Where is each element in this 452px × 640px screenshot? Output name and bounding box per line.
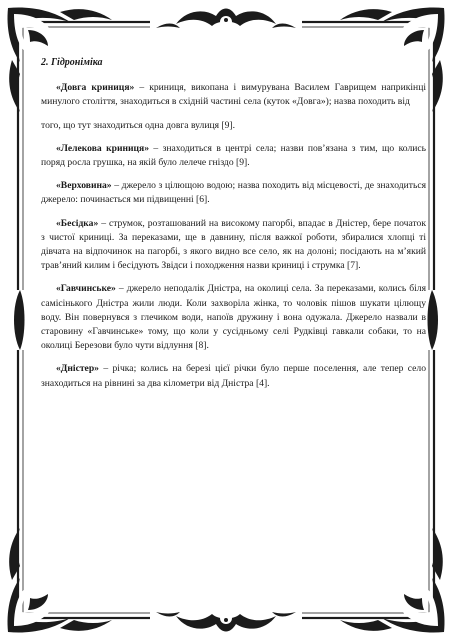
paragraph-havchynske	[41, 282, 426, 353]
paragraph-besidka	[41, 217, 426, 274]
paragraph-text: – джерело з цілющою водою; назва походить від місцевості, де знаходиться джерело: починається ми підвищенні [6].	[41, 180, 426, 206]
paragraph-verkhovyna	[41, 179, 426, 207]
paragraph-text: – річка; колись на березі цієї річки було перше поселення, але тепер село знаходиться на рівнині за два кілометри від Дністра [4].	[41, 363, 426, 389]
paragraph-term: «Дністер»	[56, 363, 99, 375]
paragraph-term: «Гавчинське»	[56, 283, 116, 295]
paragraph-text: – джерело неподалік Дністра, на околиці села. За переказами, колись біля самісінького Дністра жили люди. Коли захворіла жінка, то чоловік пішов шукати цілющу воду. Він повернувся з глечиком води, напоїв дружину і вона одужала. Джерело назвали в старовину «Гавчинське» тому, що коли у сусідньому селі Рудківці гавкали собаки, то на околиці Березови було чути відлуння [8].	[41, 283, 426, 352]
paragraph-text: – знаходиться в центрі села; назви пов’язана з тим, що колись поряд росла грушка, на якій було лелече гніздо [9].	[41, 142, 426, 169]
paragraph-term: «Довга криниця»	[56, 82, 135, 94]
paragraph-text: – струмок, розташований на високому пагорбі, впадає в Дністер, бере початок з чистої криниці. За переказами, ще в давнину, після важкої роботи, збиралися хлопці ті дівчата на відпочинок на пагорбі, з якого видно все село, як на долоні; посідають на м’який трав’яний килим і бесідують Звідси і походження назви криниці і струмка [7].	[41, 217, 426, 272]
paragraph-text: – криниця, викопана і вимурувана Василем Гаврищем наприкінці минулого століття, знаходиться в східній частині села (куток «Довга»); назва походить від	[41, 82, 426, 108]
paragraph-continuation	[41, 119, 426, 133]
paragraph-text: того, що тут знаходиться одна довга вулиця [9].	[41, 119, 235, 131]
document-body	[41, 56, 426, 400]
paragraph-term: «Верховина»	[56, 180, 112, 192]
section-title: 2. Гідроніміка	[41, 57, 103, 68]
paragraph-dovha-krynytsia	[41, 81, 426, 109]
paragraph-lelekova-krynytsia	[41, 142, 426, 170]
paragraph-term: «Лелекова криниця»	[56, 142, 150, 154]
paragraph-dnister	[41, 362, 426, 390]
paragraph-term: «Бесідка»	[56, 217, 99, 229]
